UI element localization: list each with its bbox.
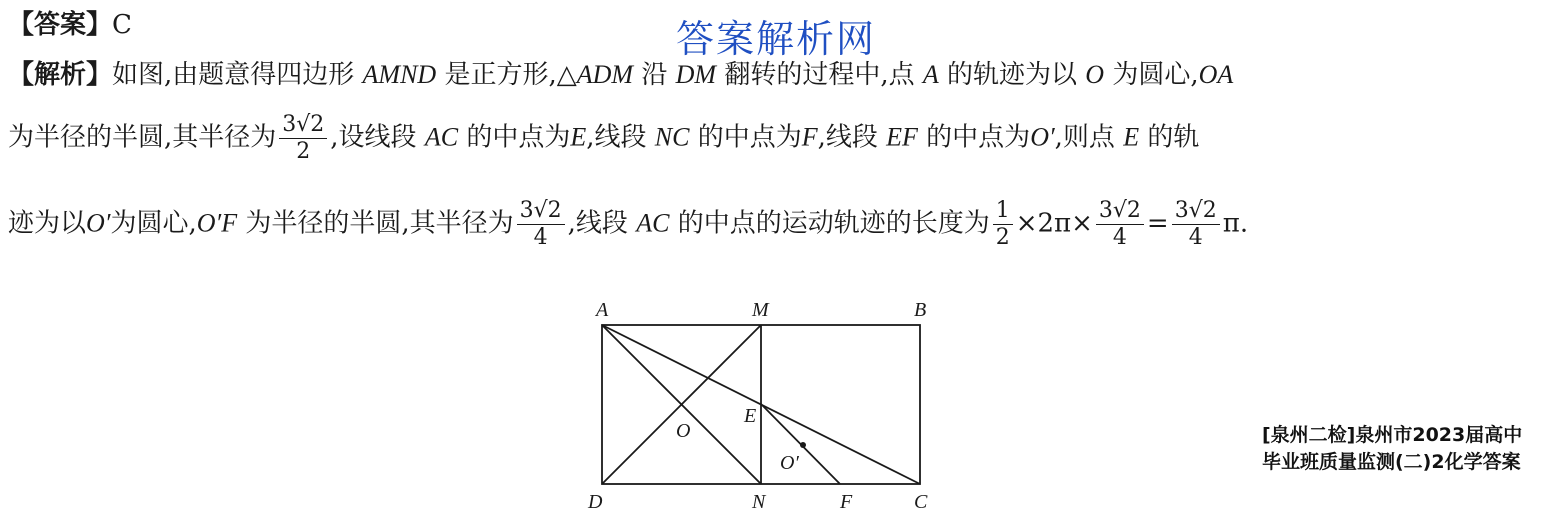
text: 的中点为 (697, 122, 802, 153)
label-n: N (752, 491, 766, 513)
frac-num: 3√2 (1096, 200, 1144, 225)
label-c: C (914, 491, 928, 513)
text: = (1146, 208, 1169, 239)
text: 翻转的过程中,点 (724, 60, 915, 90)
text: ,线段 (567, 208, 628, 239)
text: 为半径的半圆,其半径为 (245, 208, 514, 239)
text: 的轨 (1147, 122, 1200, 153)
analysis-line-1 (8, 62, 1233, 88)
fraction (1096, 200, 1144, 249)
label-o-prime: O′ (780, 452, 799, 474)
watermark: 答案解析网 (676, 17, 877, 61)
frac-num: 3√2 (517, 200, 565, 225)
text: 如图,由题意得四边形 (112, 60, 355, 90)
math: O (1085, 60, 1105, 89)
label-a: A (596, 299, 609, 321)
math: △ADM (556, 60, 634, 89)
fraction (517, 200, 565, 249)
frac-num: 3√2 (1172, 200, 1220, 225)
text: 的中点为 (466, 122, 571, 153)
analysis-line-3 (8, 200, 1248, 249)
text: 迹为以 (8, 208, 87, 239)
frac-den: 4 (533, 225, 548, 250)
math: OA (1198, 60, 1234, 89)
caption: [泉州二检]泉州市2023届高中毕业班质量监测(二)2化学答案 (1262, 424, 1523, 473)
text: 沿 (641, 60, 668, 90)
math: O′F (196, 208, 238, 238)
frac-den: 4 (1188, 225, 1203, 250)
text: 的轨迹为以 (947, 60, 1078, 90)
text: 为圆心, (1112, 60, 1199, 90)
answer-line (8, 12, 132, 38)
math: E (570, 122, 587, 152)
point-o-prime (800, 442, 806, 448)
answer-value: C (112, 10, 132, 40)
fraction (279, 114, 327, 163)
text: ,线段 (586, 122, 647, 153)
text: 为半径的半圆,其半径为 (8, 122, 277, 153)
text: ,线段 (817, 122, 878, 153)
math: E (1123, 122, 1140, 152)
analysis-line-2 (8, 114, 1199, 163)
frac-den: 2 (995, 225, 1010, 250)
label-m: M (752, 299, 769, 321)
frac-den: 4 (1112, 225, 1127, 250)
label-b: B (914, 299, 927, 321)
math: A (922, 60, 939, 89)
math: EF (886, 122, 918, 152)
math: DM (675, 60, 717, 89)
text: 为圆心, (110, 208, 197, 239)
text: ,设线段 (330, 122, 417, 153)
math: F (801, 122, 818, 152)
geometry-figure (580, 296, 950, 520)
frac-num: 1 (993, 200, 1013, 225)
frac-num: 3√2 (279, 114, 327, 139)
text: π. (1222, 208, 1249, 239)
math: AC (636, 208, 670, 238)
fraction (1172, 200, 1220, 249)
math: AMND (362, 60, 437, 89)
math: O′ (86, 208, 111, 238)
label-o: O (676, 420, 691, 442)
frac-den: 2 (296, 139, 311, 164)
analysis-label: 【解析】 (8, 60, 113, 90)
label-e: E (744, 405, 757, 427)
label-f: F (840, 491, 853, 513)
label-d: D (588, 491, 603, 513)
math: O′ (1030, 122, 1055, 152)
math: AC (424, 122, 459, 152)
fraction (993, 200, 1013, 249)
text: 的中点的运动轨迹的长度为 (677, 208, 990, 239)
answer-label: 【答案】 (8, 10, 113, 40)
math: NC (654, 122, 690, 152)
text: 的中点为 (926, 122, 1031, 153)
text: ,则点 (1054, 122, 1115, 153)
text: ×2π× (1015, 208, 1093, 239)
text: 是正方形, (444, 60, 557, 90)
